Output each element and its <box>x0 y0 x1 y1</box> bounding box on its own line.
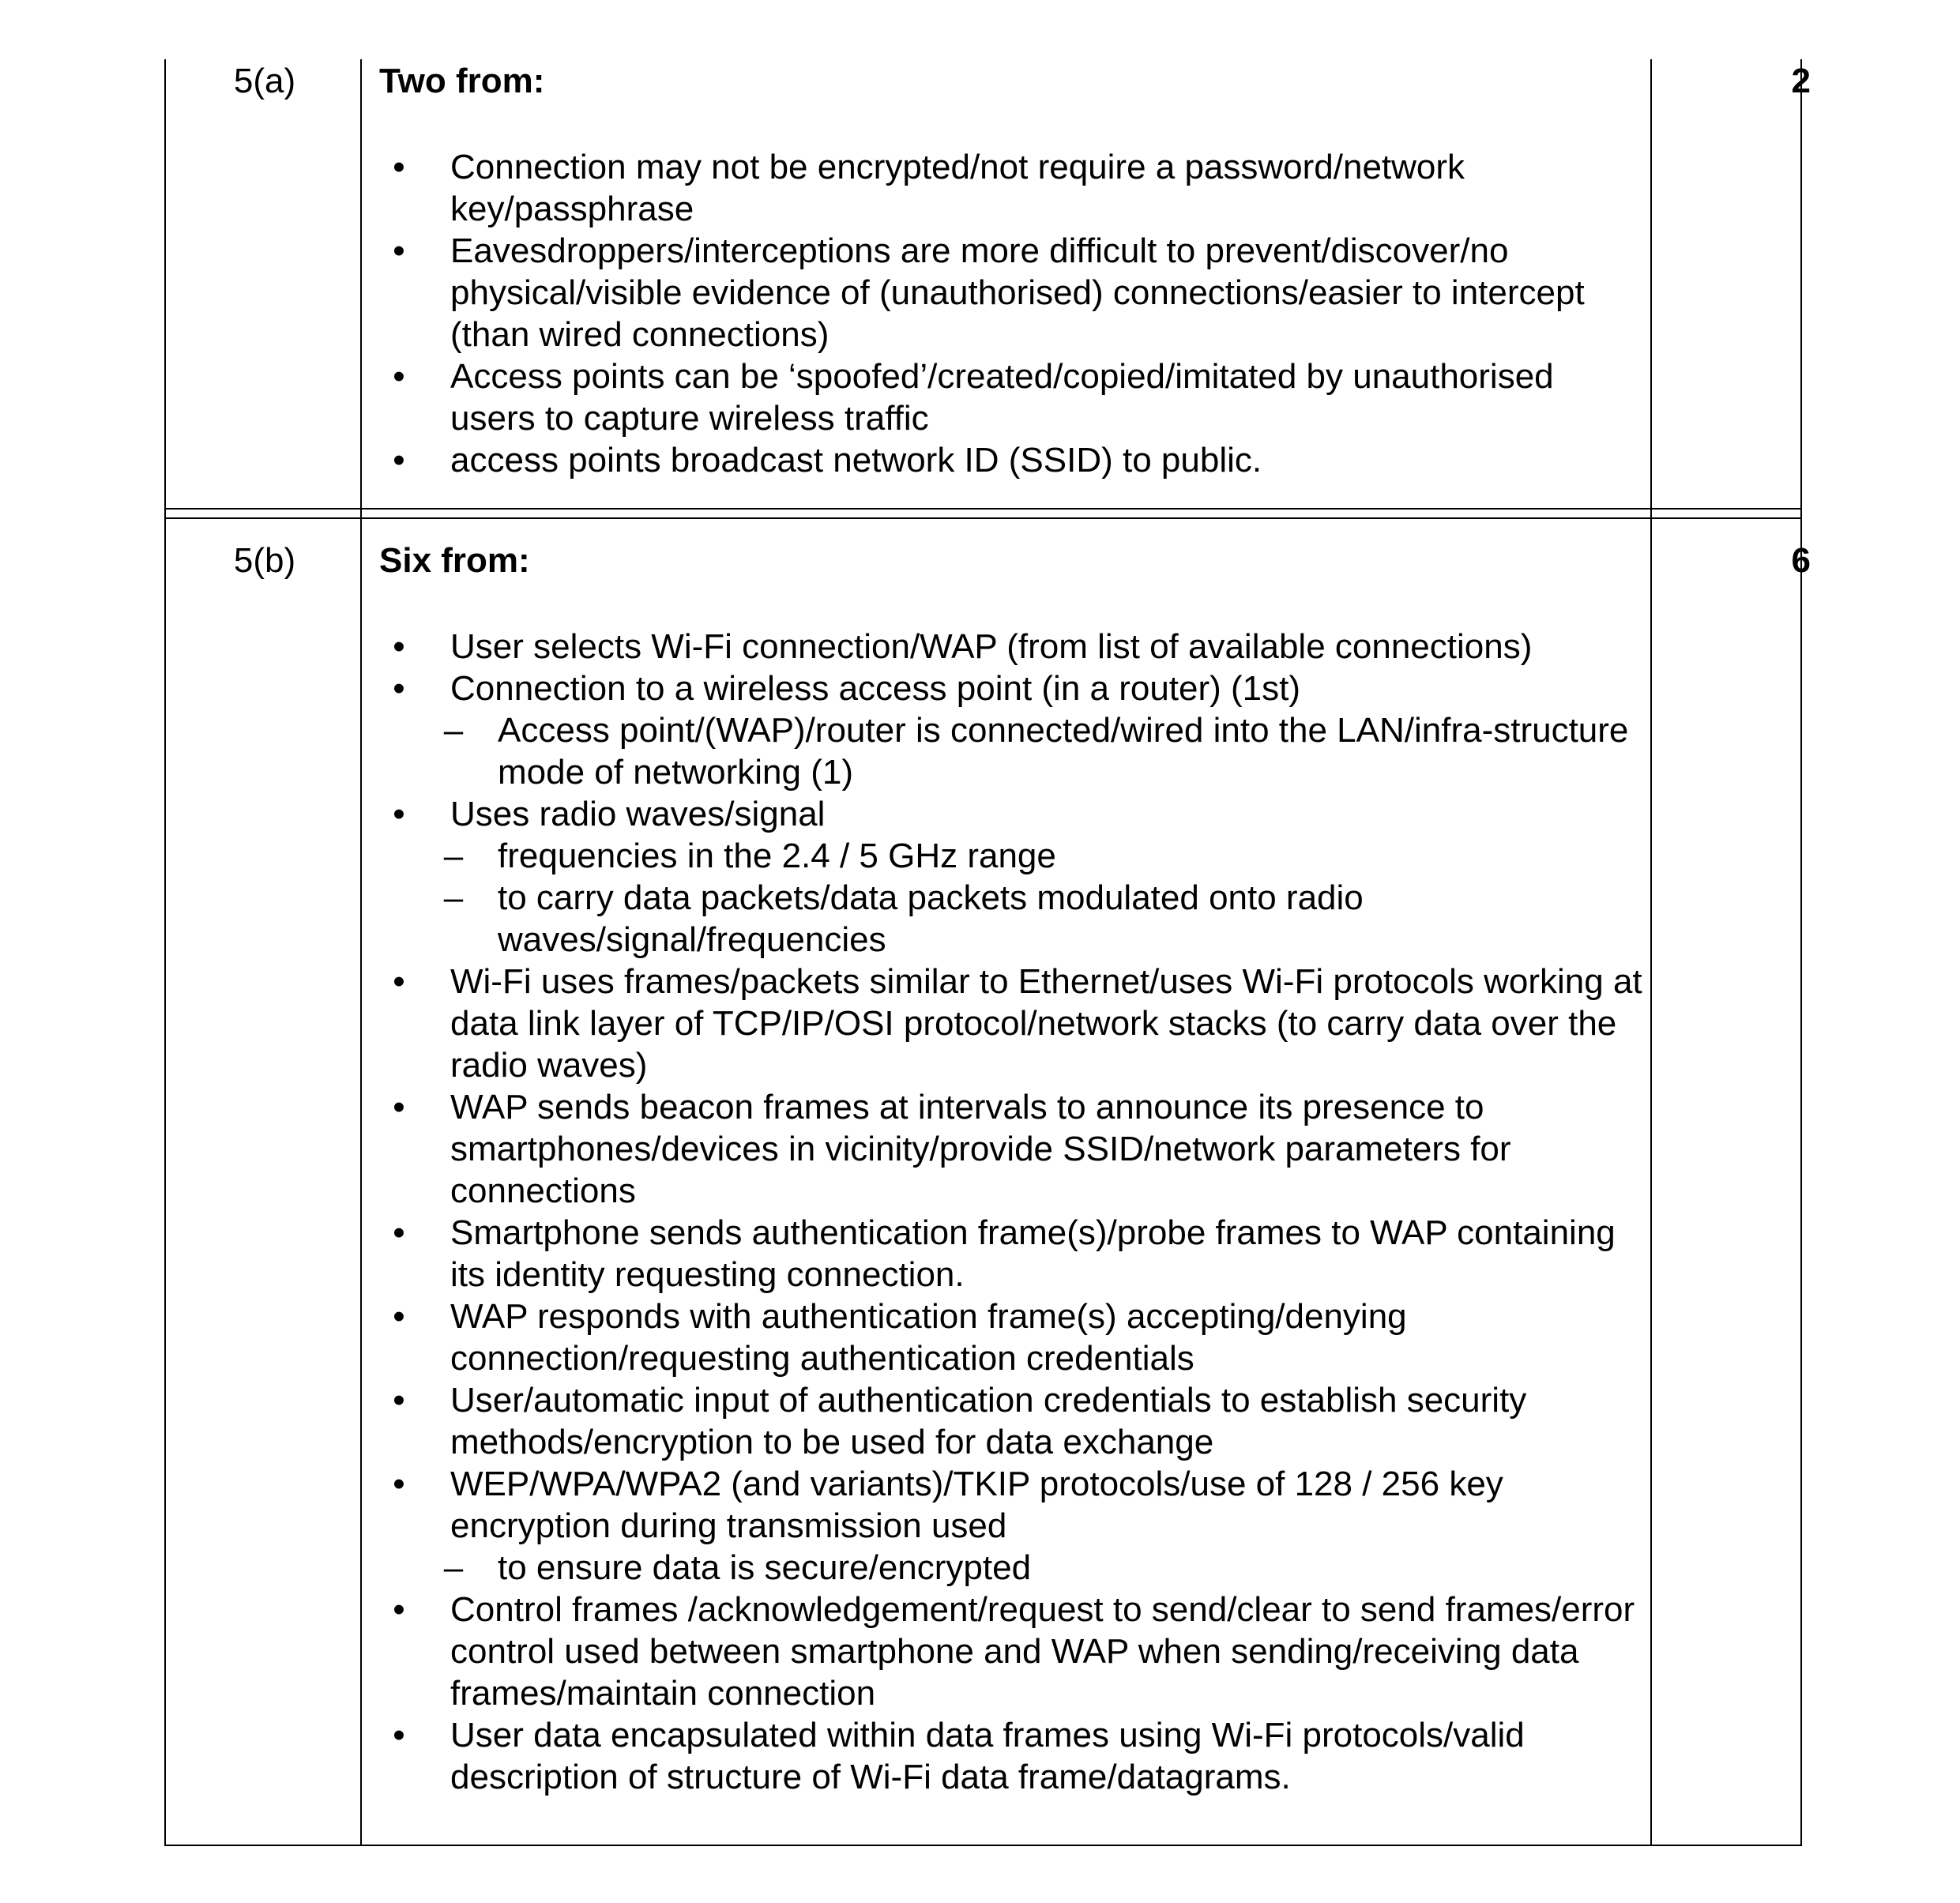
question-number: 5(a) <box>233 62 296 100</box>
answer-list <box>379 626 1643 1798</box>
point-text: Access points can be ‘spoofed’/created/copied/imitated by unauthorised users to capture wireless traffic <box>450 357 1554 438</box>
point-text: to ensure data is secure/encrypted <box>498 1548 1032 1587</box>
point-text: User data encapsulated within data frames using Wi-Fi protocols/valid description of structure of Wi-Fi data frame/datagrams. <box>450 1716 1525 1796</box>
point-text: User/automatic input of authentication credentials to establish security methods/encryption to be used for data exchange <box>450 1381 1527 1461</box>
bullet-icon: • <box>393 1590 405 1629</box>
question-number: 5(b) <box>233 541 296 580</box>
point-text: Uses radio waves/signal <box>450 795 826 833</box>
dash-icon: – <box>443 837 464 875</box>
point-text: WAP responds with authentication frame(s) accepting/denying connection/requesting authentication credentials <box>450 1297 1407 1378</box>
bullet-icon: • <box>393 1088 405 1126</box>
answer-heading: Six from: <box>379 541 530 580</box>
bullet-point <box>379 626 1643 668</box>
sub-point <box>379 709 1643 793</box>
bullet-point <box>379 1714 1643 1798</box>
row-separator-bottom <box>164 517 1802 519</box>
table-divider-question <box>360 59 362 1846</box>
point-text: frequencies in the 2.4 / 5 GHz range <box>498 837 1056 875</box>
bullet-point <box>379 793 1643 835</box>
bullet-icon: • <box>393 357 405 396</box>
point-text: access points broadcast network ID (SSID) to public. <box>450 441 1262 480</box>
bullet-point <box>379 668 1643 709</box>
bullet-icon: • <box>393 1381 405 1420</box>
row-separator-top <box>164 508 1802 510</box>
bullet-point <box>379 1379 1643 1463</box>
dash-icon: – <box>443 711 464 750</box>
answer-heading: Two from: <box>379 62 545 100</box>
table-bottom-border <box>164 1845 1802 1846</box>
point-text: Control frames /acknowledgement/request to send/clear to send frames/error control used between smartphone and WAP when sending/receiving data frames/maintain connection <box>450 1590 1635 1713</box>
point-text: Connection to a wireless access point (in a router) (1st) <box>450 669 1301 708</box>
point-text: WEP/WPA/WPA2 (and variants)/TKIP protocols/use of 128 / 256 key encryption during transmission used <box>450 1465 1503 1545</box>
bullet-point <box>379 1212 1643 1296</box>
bullet-point <box>379 1589 1643 1714</box>
table-border-left <box>164 59 166 1846</box>
sub-point <box>379 835 1643 877</box>
dash-icon: – <box>443 1548 464 1587</box>
bullet-icon: • <box>393 1465 405 1503</box>
point-text: Connection may not be encrypted/not require a password/network key/passphrase <box>450 148 1465 228</box>
table-divider-marks <box>1650 59 1652 1846</box>
point-text: User selects Wi-Fi connection/WAP (from list of available connections) <box>450 627 1533 666</box>
bullet-icon: • <box>393 1213 405 1252</box>
bullet-icon: • <box>393 962 405 1001</box>
bullet-icon: • <box>393 1297 405 1336</box>
point-text: Wi-Fi uses frames/packets similar to Ethernet/uses Wi-Fi protocols working at data link layer of TCP/IP/OSI protocol/network stacks (to carry data over the radio waves) <box>450 962 1642 1085</box>
marks-value: 2 <box>1791 62 1811 100</box>
bullet-point <box>379 439 1643 481</box>
dash-icon: – <box>443 878 464 917</box>
bullet-point <box>379 355 1643 439</box>
table-border-right <box>1800 59 1802 1846</box>
sub-point <box>379 877 1643 961</box>
bullet-point <box>379 961 1643 1086</box>
marks-value: 6 <box>1791 541 1811 580</box>
point-text: to carry data packets/data packets modulated onto radio waves/signal/frequencies <box>498 878 1364 959</box>
bullet-point <box>379 1296 1643 1379</box>
point-text: Access point/(WAP)/router is connected/wired into the LAN/infra-structure mode of networking (1) <box>498 711 1629 792</box>
point-text: WAP sends beacon frames at intervals to announce its presence to smartphones/devices in vicinity/provide SSID/network parameters for connections <box>450 1088 1511 1210</box>
bullet-icon: • <box>393 795 405 833</box>
bullet-icon: • <box>393 1716 405 1754</box>
point-text: Eavesdroppers/interceptions are more difficult to prevent/discover/no physical/visible evidence of (unauthorised) connections/easier to intercept (than wired connections) <box>450 231 1585 354</box>
bullet-point <box>379 1463 1643 1547</box>
bullet-icon: • <box>393 627 405 666</box>
bullet-icon: • <box>393 441 405 480</box>
point-text: Smartphone sends authentication frame(s)/probe frames to WAP containing its identity requesting connection. <box>450 1213 1616 1294</box>
answer-list <box>379 146 1643 481</box>
sub-point <box>379 1547 1643 1589</box>
bullet-icon: • <box>393 231 405 270</box>
bullet-point <box>379 230 1643 355</box>
bullet-icon: • <box>393 148 405 186</box>
bullet-icon: • <box>393 669 405 708</box>
bullet-point <box>379 146 1643 230</box>
bullet-point <box>379 1086 1643 1212</box>
